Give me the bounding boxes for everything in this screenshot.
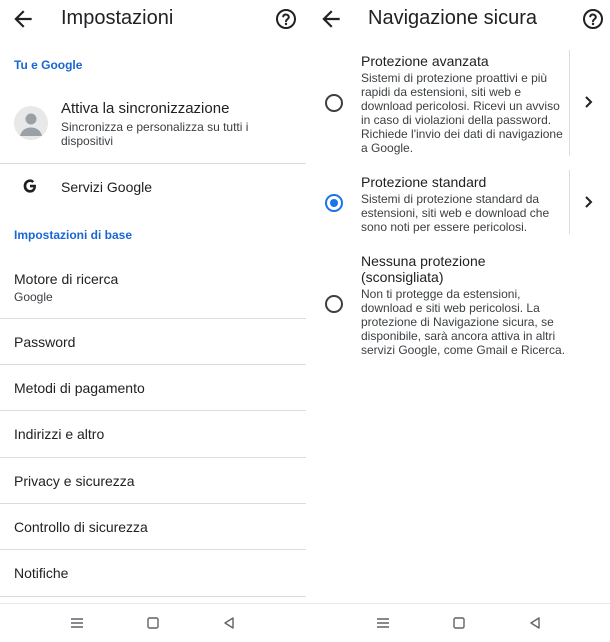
home-square-icon[interactable] xyxy=(450,614,468,632)
settings-item-safety-check[interactable] xyxy=(0,504,306,550)
radio-standard-protection[interactable] xyxy=(325,194,343,212)
home-square-icon[interactable] xyxy=(144,614,162,632)
settings-item-label: Indirizzi e altro xyxy=(14,426,105,442)
menu-icon[interactable] xyxy=(374,614,392,632)
section-header-basic: Impostazioni di base xyxy=(14,228,133,242)
back-triangle-icon[interactable] xyxy=(220,614,238,632)
option-title: Protezione standard xyxy=(361,174,487,190)
radio-no-protection[interactable] xyxy=(325,295,343,313)
help-icon[interactable] xyxy=(274,7,298,31)
settings-item-label: Password xyxy=(14,334,76,350)
back-triangle-icon[interactable] xyxy=(526,614,544,632)
settings-item-label: Metodi di pagamento xyxy=(14,380,145,396)
option-description: Non ti protegge da estensioni, download e siti web pericolosi. La protezione di Navigazione sicura, se disponibile, sarà ancora attiva in altri servizi Google, come Gmail e Ricerca. xyxy=(361,287,566,357)
divider xyxy=(569,170,570,234)
back-arrow-icon[interactable] xyxy=(318,6,344,32)
settings-item-payment-methods[interactable] xyxy=(0,365,306,411)
safe-browsing-screen xyxy=(306,0,610,642)
sync-title: Attiva la sincronizzazione xyxy=(61,100,230,117)
section-header-you-google: Tu e Google xyxy=(14,58,83,72)
google-services-label: Servizi Google xyxy=(61,179,153,195)
system-nav-bar xyxy=(306,603,610,642)
safe-browsing-app-bar xyxy=(306,0,610,38)
settings-item-password[interactable] xyxy=(0,319,306,365)
avatar xyxy=(14,106,48,140)
search-engine-row[interactable] xyxy=(0,256,306,318)
settings-item-label: Controllo di sicurezza xyxy=(14,519,148,535)
chevron-right-icon[interactable] xyxy=(581,95,595,109)
page-title: Impostazioni xyxy=(61,7,174,29)
settings-item-label: Privacy e sicurezza xyxy=(14,473,135,489)
chevron-right-icon[interactable] xyxy=(581,195,595,209)
option-title: Protezione avanzata xyxy=(361,53,489,69)
option-no-protection[interactable] xyxy=(306,250,610,360)
help-icon[interactable] xyxy=(581,7,605,31)
search-engine-title: Motore di ricerca xyxy=(14,271,119,287)
system-nav-bar xyxy=(0,603,306,642)
google-g-icon xyxy=(22,178,38,194)
option-enhanced-protection[interactable] xyxy=(306,50,610,160)
settings-item-notifications[interactable] xyxy=(0,550,306,596)
search-engine-value: Google xyxy=(14,290,53,304)
divider xyxy=(569,50,570,156)
option-title: Nessuna protezione (sconsigliata) xyxy=(361,253,486,285)
sync-subtitle: Sincronizza e personalizza su tutti i dispositivi xyxy=(61,120,249,148)
google-services-row[interactable] xyxy=(0,164,306,210)
settings-app-bar xyxy=(0,0,306,38)
settings-item-addresses[interactable] xyxy=(0,411,306,457)
divider xyxy=(0,596,306,597)
menu-icon[interactable] xyxy=(68,614,86,632)
option-description: Sistemi di protezione proattivi e più rapidi da estensioni, siti web e download pericolosi. Ricevi un avviso in caso di violazioni della password. Richiede l'invio dei dati di navigazione a Google. xyxy=(361,71,563,155)
page-title: Navigazione sicura xyxy=(368,7,537,29)
radio-enhanced-protection[interactable] xyxy=(325,94,343,112)
person-icon xyxy=(14,106,48,140)
settings-item-privacy[interactable] xyxy=(0,458,306,504)
option-description: Sistemi di protezione standard da estensioni, siti web e download che sono noti per essere pericolosi. xyxy=(361,192,550,234)
sync-row[interactable] xyxy=(0,90,306,162)
back-arrow-icon[interactable] xyxy=(10,6,36,32)
settings-item-label: Notifiche xyxy=(14,565,69,581)
option-standard-protection[interactable] xyxy=(306,170,610,236)
